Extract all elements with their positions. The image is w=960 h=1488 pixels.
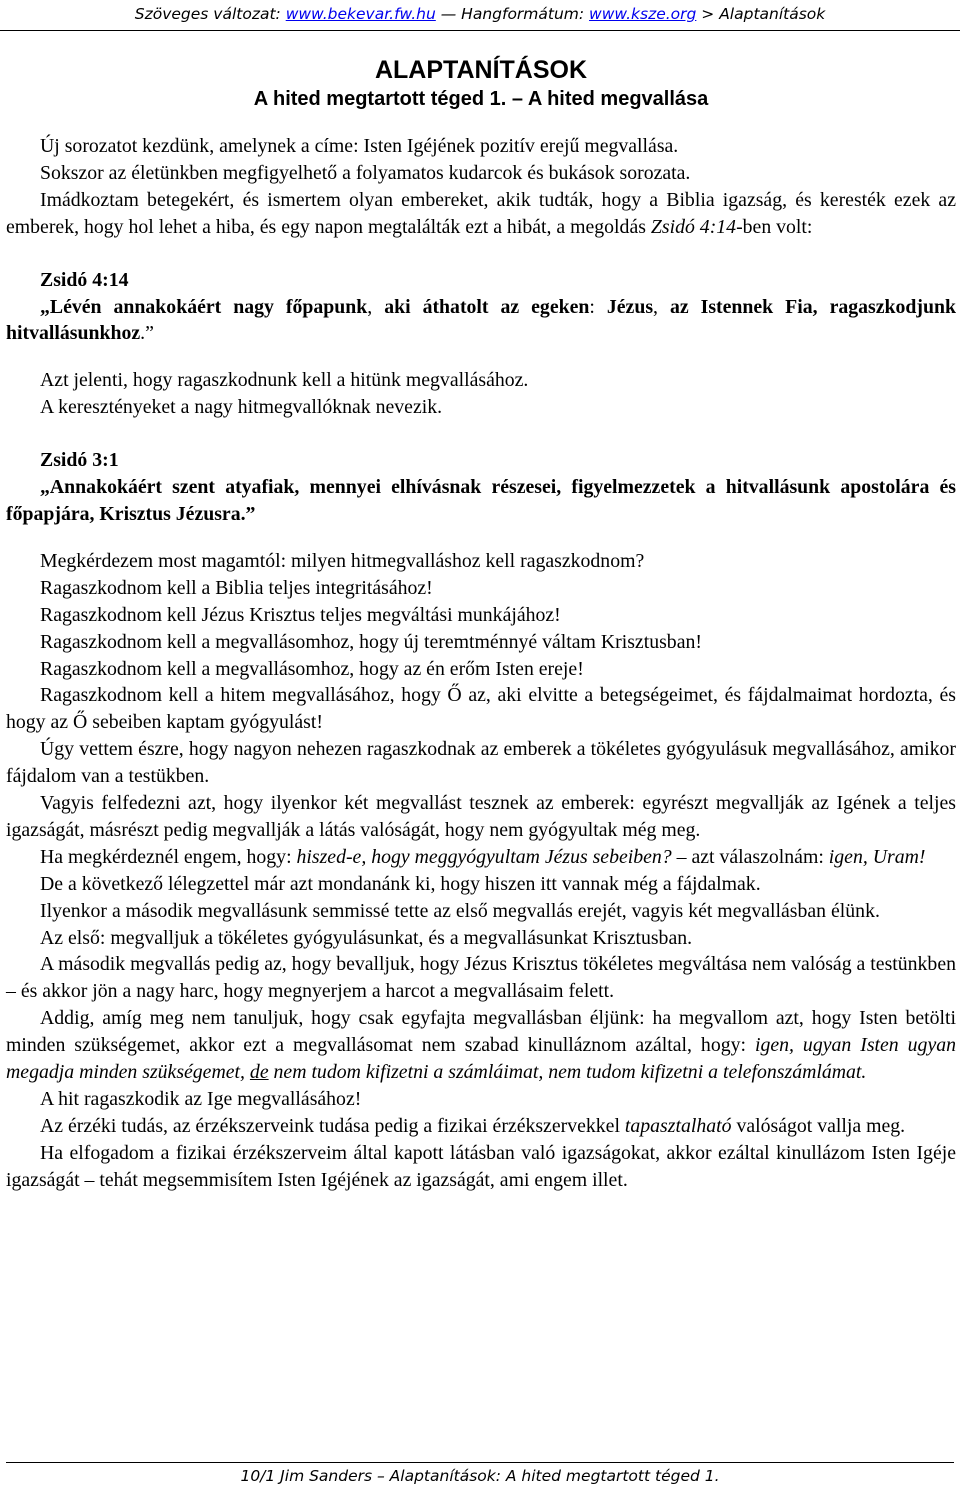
- body-paragraph-11: Ilyenkor a második megvallásunk semmissé tette az első megvallás erejét, vagyis két megvallásban élünk.: [40, 899, 880, 922]
- body-paragraph-10: De a következő lélegzettel már azt mondanánk ki, hogy hiszen itt vannak még a fájdalmak.: [40, 872, 761, 895]
- body-paragraph-8: Vagyis felfedezni azt, hogy ilyenkor két megvallást tesznek az emberek: egyrészt megvallják az Igének a teljes igazságát, másrészt pedig megvallják a látás valóságát, hogy nem gyógyultak még meg.: [6, 792, 956, 841]
- body-paragraph-13: A második megvallás pedig az, hogy bevalljuk, hogy Jézus Krisztus tökéletes megváltása nem valóság a testünkben – és akkor jön a nagy harc, hogy megnyerjem a harcot a megvallásaim felett.: [6, 953, 956, 1003]
- intro-reference: Zsidó 4:14: [650, 215, 737, 238]
- body-paragraph-17: Ha elfogadom a fizikai érzékszerveim által kapott látásban való igazságokat, akkor ezáltal kinullázom Isten Igéje igazságát – tehát megsemmisítem Isten Igéjének az igazságát, ami engem illet.: [6, 1141, 956, 1191]
- verse-reference-1: Zsidó 4:14: [40, 268, 129, 291]
- body-paragraph-1: Megkérdezem most magamtól: milyen hitmegvalláshoz kell ragaszkodnom?: [40, 549, 645, 572]
- footer-divider: [6, 1462, 954, 1463]
- explanation-line-1: Azt jelenti, hogy ragaszkodnunk kell a hitünk megvallásához.: [40, 369, 529, 392]
- page-subtitle: A hited megtartott téged 1. – A hited megvallása: [253, 88, 709, 110]
- body-paragraph-7: Úgy vettem észre, hogy nagyon nehezen ragaszkodnak az emberek a tökéletes gyógyulásuk megvallásához, amikor fájdalom van a testükben.: [6, 738, 956, 788]
- body-paragraph-15: A hit ragaszkodik az Ige megvallásához!: [40, 1088, 362, 1110]
- body-paragraph-4: Ragaszkodnom kell a megvallásomhoz, hogy új teremtménnyé váltam Krisztusban!: [40, 630, 702, 653]
- bekevar-link[interactable]: www.bekevar.fw.hu: [285, 5, 436, 23]
- intro-line-3: Imádkoztam betegekért, és ismertem olyan embereket, akik tudták, hogy a Biblia igazság, és keresték ezek az emberek, hogy hol lehet a hiba, és egy napon megtalálták ezt a hibát, a megoldás Zsidó 4:14-ben volt:: [6, 188, 956, 238]
- body-paragraph-2: Ragaszkodnom kell a Biblia teljes integritásához!: [40, 576, 433, 599]
- body-paragraph-16: Az érzéki tudás, az érzékszerveink tudása pedig a fizikai érzékszervekkel tapasztalható valóságot vallja meg.: [40, 1114, 906, 1137]
- verse-reference-2: Zsidó 3:1: [40, 449, 119, 472]
- intro-line-1: Új sorozatot kezdünk, amelynek a címe: Isten Igéjének pozitív erejű megvallása.: [40, 135, 679, 157]
- verse-text-2: „Annakokáért szent atyafiak, mennyei elhívásnak részesei, figyelmezzetek a hitvallásunk apostolára és főpapjára, Krisztus Jézusra.”: [6, 476, 956, 525]
- intro-line-2: Sokszor az életünkben megfigyelhető a folyamatos kudarcok és bukások sorozata.: [40, 161, 691, 184]
- page-footer: 10/1 Jim Sanders – Alaptanítások: A hited megtartott téged 1.: [240, 1467, 720, 1485]
- header-suffix: > Alaptanítások: [696, 5, 826, 23]
- header-middle: — Hangformátum:: [435, 5, 590, 23]
- header-prefix: Szöveges változat:: [134, 5, 286, 23]
- ksze-link[interactable]: www.ksze.org: [589, 5, 697, 23]
- body-paragraph-6: Ragaszkodnom kell a hitem megvallásához, hogy Ő az, aki elvitte a betegségeimet, és fájdalmaimat hordozta, és hogy az Ő sebeiben kaptam gyógyulást!: [6, 684, 956, 734]
- body-paragraph-5: Ragaszkodnom kell a megvallásomhoz, hogy az én erőm Isten ereje!: [40, 657, 584, 680]
- verse-text-1: „Lévén annakokáért nagy főpapunk, aki áthatolt az egeken: Jézus, az Istennek Fia, ragaszkodjunk hitvallásunkhoz.”: [6, 295, 956, 345]
- body-paragraph-9: Ha megkérdeznél engem, hogy: hiszed-e, hogy meggyógyultam Jézus sebeiben? – azt válaszolnám: igen, Uram!: [40, 845, 926, 868]
- body-paragraph-3: Ragaszkodnom kell Jézus Krisztus teljes megváltási munkájához!: [40, 603, 561, 626]
- page-title: ALAPTANÍTÁSOK: [374, 56, 588, 84]
- body-paragraph-14: Addig, amíg meg nem tanuljuk, hogy csak egyfajta megvallásban éljünk: ha megvallom azt, hogy Isten betölti minden szükségemet, akkor ezt a megvallásomat nem szabad kinulláznom azáltal, hogy: igen, ugyan Isten ugyan megadja minden szükségemet, de nem tudom kifizetni a számláimat, nem tudom kifizetni a telefonszámlámat.: [6, 1007, 957, 1084]
- body-paragraph-12: Az első: megvalljuk a tökéletes gyógyulásunkat, és a megvallásunkat Krisztusban.: [40, 926, 693, 949]
- explanation-line-2: A keresztényeket a nagy hitmegvallóknak nevezik.: [40, 396, 443, 419]
- header-divider: [0, 30, 960, 31]
- page-header: [0, 0, 960, 34]
- document-body: [6, 55, 956, 1194]
